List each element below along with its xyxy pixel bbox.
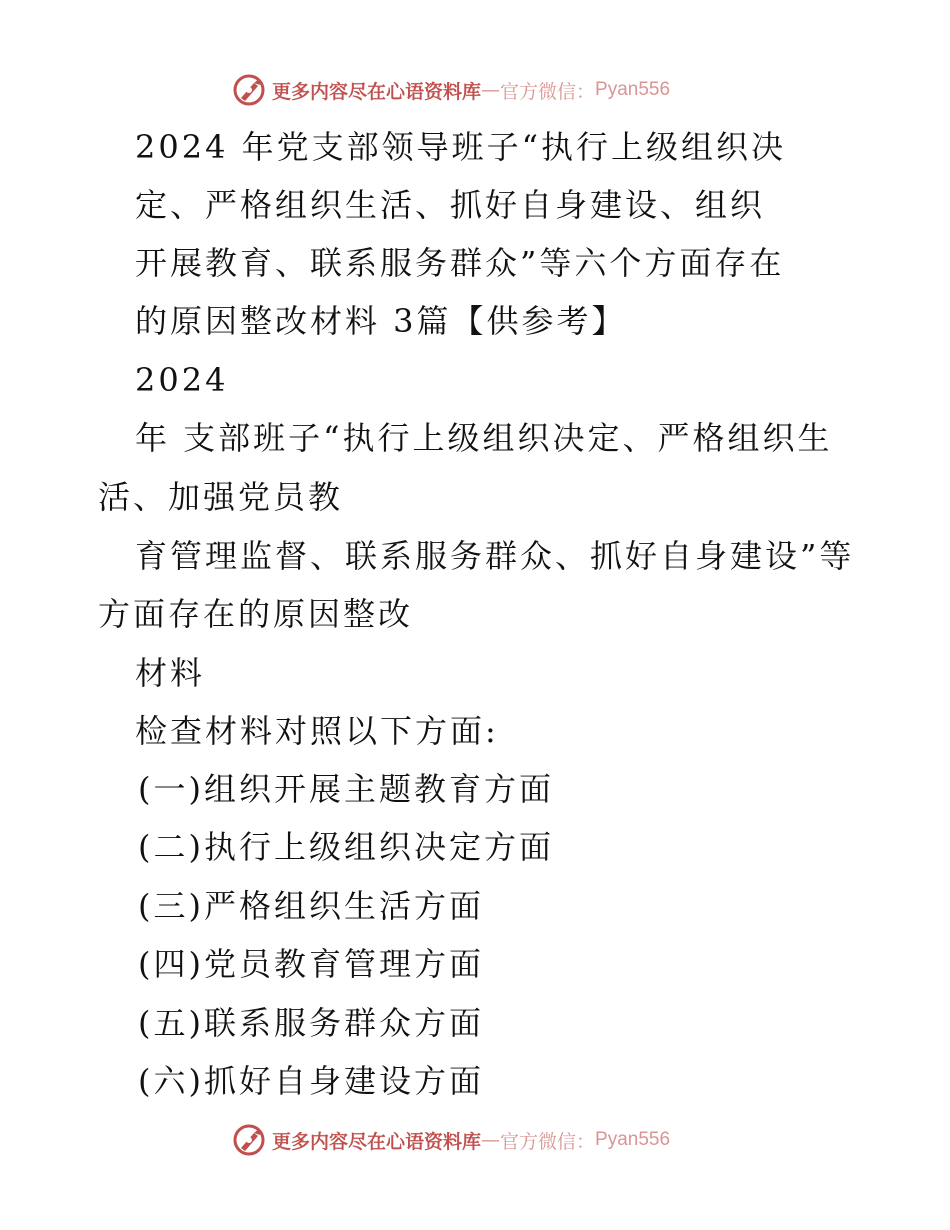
list-item-3: (三)严格组织生活方面 (138, 887, 484, 925)
list-item-5: (五)联系服务群众方面 (138, 1004, 484, 1042)
title-line-2: 定、严格组织生活、抓好自身建设、组织 (135, 186, 766, 224)
watermark-separator: — (481, 1129, 501, 1151)
watermark-sub-text: 官方微信： (500, 80, 596, 103)
body-line-7: 检查材料对照以下方面: (135, 712, 499, 750)
body-line-5: 方面存在的原因整改 (98, 595, 414, 633)
body-line-1: 2024 (135, 361, 229, 399)
watermark-wechat-id: Pyan556 (595, 1129, 671, 1150)
list-item-4: (四)党员教育管理方面 (138, 945, 484, 983)
body-line-6: 材料 (135, 654, 206, 692)
list-item-2: (二)执行上级组织决定方面 (138, 828, 554, 866)
quill-pen-logo-icon (232, 1123, 266, 1157)
body-line-2: 年 支部班子“执行上级组织决定、严格组织生 (135, 419, 833, 457)
title-line-3: 开展教育、联系服务群众”等六个方面存在 (135, 244, 785, 282)
watermark-separator: — (481, 79, 501, 101)
title-line-1: 2024 年党支部领导班子“执行上级组织决 (135, 128, 786, 166)
watermark-sub-text: 官方微信： (500, 1130, 596, 1153)
body-line-3: 活、加强党员教 (98, 478, 344, 516)
watermark-main-text: 更多内容尽在心语资料库 (272, 1130, 482, 1153)
body-line-4: 育管理监督、联系服务群众、抓好自身建设”等 (135, 537, 855, 575)
footer-watermark (232, 1120, 752, 1160)
watermark-main-text: 更多内容尽在心语资料库 (272, 80, 482, 103)
quill-pen-logo-icon (232, 73, 266, 107)
list-item-1: (一)组织开展主题教育方面 (138, 770, 554, 808)
header-watermark (232, 70, 752, 110)
watermark-wechat-id: Pyan556 (595, 79, 671, 100)
list-item-6: (六)抓好自身建设方面 (138, 1062, 484, 1100)
title-line-4: 的原因整改材料 3篇【供参考】 (135, 302, 627, 340)
